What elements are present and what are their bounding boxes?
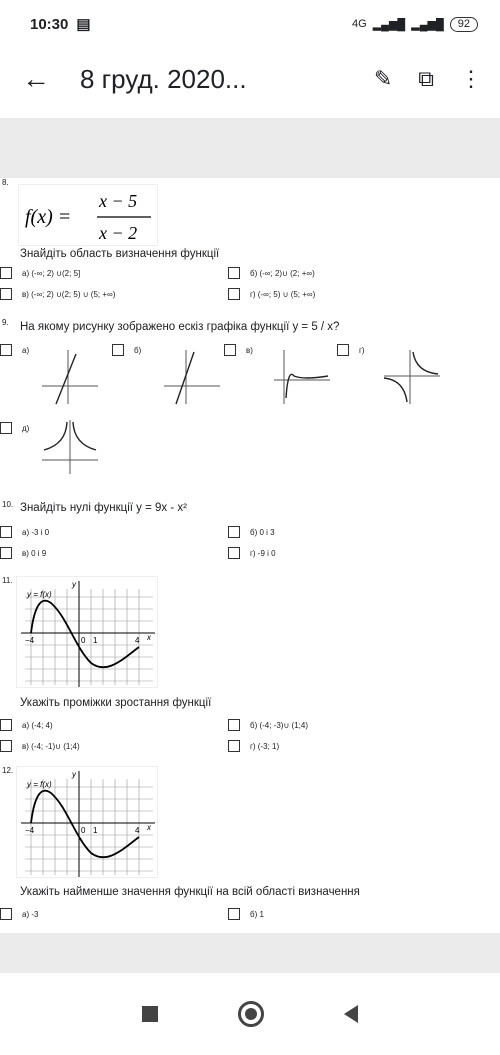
option-label: б) 1 — [250, 909, 264, 919]
graph-label: y = f(x) — [27, 590, 52, 599]
checkbox[interactable] — [228, 547, 240, 559]
checkbox[interactable] — [224, 344, 236, 356]
formula-lhs: f(x) = — [25, 206, 72, 228]
q10-option-b[interactable] — [228, 526, 275, 538]
app-bar — [0, 48, 500, 110]
home-icon[interactable] — [238, 1001, 264, 1027]
q12-option-b[interactable] — [228, 908, 264, 920]
q11-text: Укажіть проміжки зростання функції — [20, 697, 212, 709]
checkbox[interactable] — [228, 267, 240, 279]
navigation-bar — [0, 973, 500, 1055]
q8-option-c[interactable] — [0, 288, 115, 300]
q9-text: На якому рисунку зображено ескіз графіка функції y = 5 / x? — [20, 321, 340, 333]
axis-y-label: y — [72, 580, 76, 589]
checkbox[interactable] — [0, 422, 12, 434]
q11-option-b[interactable] — [228, 719, 308, 731]
signal-icon-2: ▂▄▆█ — [411, 18, 444, 31]
formula-image — [18, 184, 158, 246]
option-label: г) -9 і 0 — [250, 548, 276, 558]
q12-option-a[interactable] — [0, 908, 38, 920]
option-label: б) 0 і 3 — [250, 527, 275, 537]
q9-option-b[interactable] — [112, 344, 141, 356]
q11-graph — [16, 576, 158, 688]
status-bar — [0, 0, 500, 48]
checkbox[interactable] — [228, 719, 240, 731]
option-label: б) — [134, 345, 142, 355]
tick-one: 1 — [93, 826, 98, 835]
axis-x-label: x — [147, 633, 151, 642]
back-arrow-icon[interactable]: ← — [22, 63, 50, 94]
q9-option-c[interactable] — [224, 344, 253, 356]
q11-option-c[interactable] — [0, 740, 80, 752]
graph-thumbnail-e — [38, 416, 102, 476]
option-label: а) — [22, 345, 30, 355]
checkbox[interactable] — [228, 740, 240, 752]
tick-zero: 0 — [81, 826, 86, 835]
recent-apps-icon[interactable] — [142, 1006, 158, 1022]
tick-neg4: −4 — [25, 826, 35, 835]
option-label: а) -3 — [22, 909, 39, 919]
q10-option-a[interactable] — [0, 526, 49, 538]
q8-option-b[interactable] — [228, 267, 315, 279]
q11-number: 11. — [2, 576, 13, 585]
q11-option-d[interactable] — [228, 740, 279, 752]
option-label: а) (-4; 4) — [22, 720, 53, 730]
axis-y-label: y — [72, 770, 76, 779]
checkbox[interactable] — [0, 344, 12, 356]
checkbox[interactable] — [112, 344, 124, 356]
checkbox[interactable] — [0, 719, 12, 731]
q10-number: 10. — [2, 500, 14, 509]
formula-denominator: x − 2 — [99, 223, 138, 243]
graph-thumbnail-c — [270, 346, 334, 406]
tick-neg4: −4 — [25, 636, 35, 645]
network-label: 4G — [352, 18, 367, 30]
q8-option-a[interactable] — [0, 267, 80, 279]
doc-margin-bottom — [0, 933, 500, 973]
option-label: г) — [359, 345, 365, 355]
document-image[interactable] — [0, 178, 500, 933]
back-triangle-icon[interactable] — [344, 1005, 358, 1023]
option-label: в) — [246, 345, 253, 355]
q10-option-d[interactable] — [228, 547, 276, 559]
graph-thumbnail-a — [38, 346, 102, 406]
checkbox[interactable] — [228, 908, 240, 920]
checkbox[interactable] — [0, 908, 12, 920]
doc-margin-top — [0, 118, 500, 178]
option-label: г) (-∞; 5) ∪ (5; +∞) — [250, 289, 316, 299]
q12-number: 12. — [2, 766, 14, 775]
checkbox[interactable] — [0, 547, 12, 559]
battery-icon: 92 — [450, 17, 478, 32]
q12-text: Укажіть найменше значення функції на всій області визначення — [20, 886, 360, 898]
tick-four: 4 — [135, 826, 140, 835]
q12-graph — [16, 766, 158, 878]
message-icon: ▤ — [76, 16, 91, 33]
clock: 10:30 — [30, 15, 69, 33]
axis-x-label: x — [147, 823, 151, 832]
open-external-icon[interactable]: ⧉ — [418, 66, 434, 91]
signal-icon: ▂▄▆█ — [372, 18, 406, 31]
option-label: в) 0 і 9 — [22, 548, 47, 558]
graph-thumbnail-d — [380, 346, 444, 406]
more-vert-icon[interactable]: ⋮ — [460, 66, 482, 91]
edit-pencil-icon[interactable]: ✎ — [373, 66, 393, 91]
graph-thumbnail-b — [160, 346, 224, 406]
option-label: б) (-4; -3)∪ (1;4) — [250, 720, 308, 730]
q9-option-d[interactable] — [337, 344, 365, 356]
q10-option-c[interactable] — [0, 547, 46, 559]
option-label: а) (-∞; 2) ∪(2; 5] — [22, 268, 81, 278]
q11-option-a[interactable] — [0, 719, 53, 731]
checkbox[interactable] — [0, 740, 12, 752]
checkbox[interactable] — [228, 288, 240, 300]
tick-zero: 0 — [81, 636, 86, 645]
checkbox[interactable] — [337, 344, 349, 356]
checkbox[interactable] — [0, 267, 12, 279]
option-label: а) -3 і 0 — [22, 527, 50, 537]
option-label: в) (-4; -1)∪ (1;4) — [22, 741, 80, 751]
q9-option-a[interactable] — [0, 344, 29, 356]
option-label: в) (-∞; 2) ∪(2; 5) ∪ (5; +∞) — [22, 289, 116, 299]
checkbox[interactable] — [228, 526, 240, 538]
formula-numerator: x − 5 — [99, 191, 138, 211]
tick-four: 4 — [135, 636, 140, 645]
option-label: б) (-∞; 2)∪ (2; +∞) — [250, 268, 315, 278]
q9-number: 9. — [2, 318, 9, 327]
q8-number: 8. — [2, 178, 9, 187]
q8-text: Знайдіть область визначення функції — [20, 248, 220, 260]
option-label: г) (-3; 1) — [250, 741, 280, 751]
q10-text: Знайдіть нулі функції y = 9x - x² — [20, 502, 187, 514]
option-label: д) — [22, 423, 30, 433]
checkbox[interactable] — [0, 288, 12, 300]
page-title: 8 груд. 2020... — [80, 63, 247, 94]
tick-one: 1 — [93, 636, 98, 645]
checkbox[interactable] — [0, 526, 12, 538]
q9-option-e[interactable] — [0, 422, 29, 434]
q8-option-d[interactable] — [228, 288, 315, 300]
graph-label: y = f(x) — [27, 780, 52, 789]
